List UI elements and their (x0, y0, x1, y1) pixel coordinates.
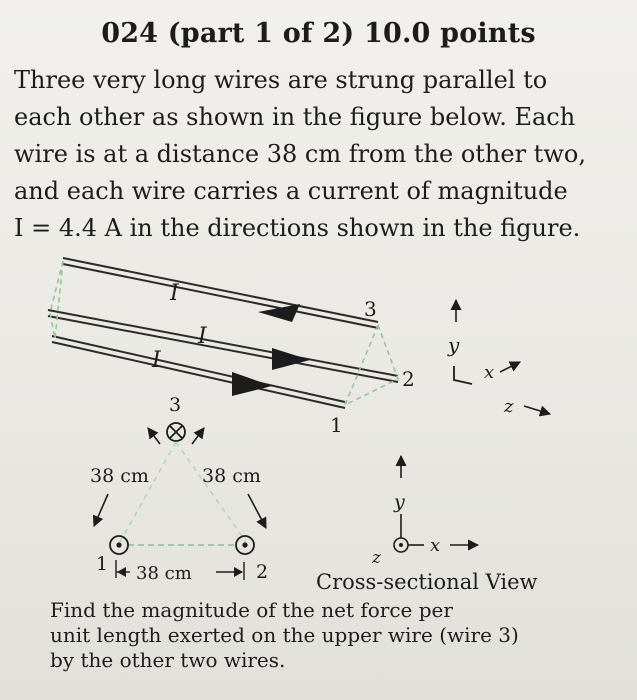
wire-label-2: 2 (402, 367, 415, 391)
current-arrow-icon (272, 348, 310, 370)
problem-statement (14, 62, 626, 247)
problem-line: wire is at a distance 38 cm from the other two, (14, 140, 586, 168)
distance-label-bottom: 38 cm (136, 563, 192, 584)
axis-label-y: y (448, 333, 460, 357)
axis-label-z: z (504, 396, 514, 417)
question-line: unit length exerted on the upper wire (wire 3) (50, 623, 519, 647)
current-label: I (198, 324, 207, 349)
cross-wire-label-3: 3 (169, 394, 182, 416)
end-triangle-right (345, 325, 398, 405)
distance-label-right: 38 cm (202, 465, 261, 487)
current-label: I (170, 281, 179, 306)
axes-2d (371, 456, 478, 568)
wire-label-3: 3 (364, 297, 377, 321)
wire-label-1: 1 (330, 413, 343, 437)
distance-label-left: 38 cm (90, 465, 149, 487)
current-arrow-icon (232, 372, 272, 396)
cross-section (90, 394, 268, 584)
problem-line: each other as shown in the figure below. Each (14, 103, 576, 131)
cross-wire-label-1: 1 (96, 553, 109, 575)
problem-line: Three very long wires are strung parallel to (14, 66, 548, 94)
axis-label-x: x (484, 362, 495, 383)
wire-diagram (0, 246, 637, 606)
current-arrow-icon (258, 304, 300, 322)
wire-figure (0, 246, 637, 606)
axis-label-x: x (430, 535, 441, 556)
question-line: by the other two wires. (50, 648, 286, 672)
current-label: I (152, 348, 161, 373)
question-text (50, 598, 610, 673)
problem-heading: 024 (part 1 of 2) 10.0 points (101, 18, 536, 49)
axes-3d (447, 300, 550, 417)
wire-3d-top (63, 258, 378, 328)
cross-section-caption: Cross-sectional View (316, 570, 538, 594)
problem-line: I = 4.4 A in the directions shown in the figure. (14, 214, 581, 242)
axis-label-z: z (372, 548, 381, 568)
axis-label-y: y (394, 491, 405, 513)
cross-wire-label-2: 2 (256, 561, 269, 583)
question-line: Find the magnitude of the net force per (50, 598, 453, 622)
end-triangle-left (50, 261, 63, 339)
problem-line: and each wire carries a current of magnitude (14, 177, 568, 205)
